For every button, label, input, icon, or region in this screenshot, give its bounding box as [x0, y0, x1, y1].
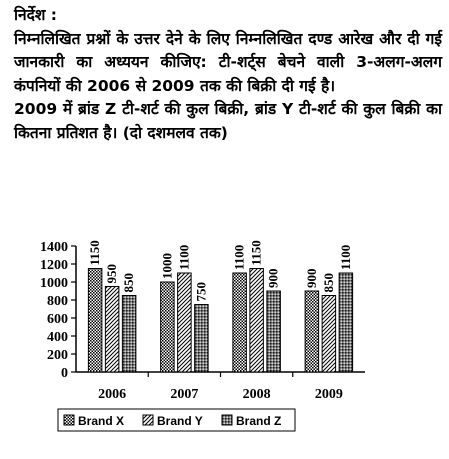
data-label: 950: [104, 264, 120, 284]
data-label: 850: [320, 273, 336, 293]
y-tick-label: 0: [61, 366, 68, 381]
x-tick-label: 2006: [98, 387, 127, 402]
data-label: 900: [303, 268, 319, 288]
bar: [122, 296, 136, 373]
bar: [267, 291, 281, 372]
legend-label: Brand Y: [157, 414, 203, 428]
bar: [178, 273, 192, 372]
legend-swatch: [222, 415, 232, 425]
data-label: 900: [265, 268, 281, 288]
bar: [322, 296, 336, 373]
y-tick-label: 400: [47, 330, 68, 345]
data-label: 1150: [87, 240, 103, 266]
question-prompt: 2009 में ब्रांड Z टी-शर्ट की कुल बिक्री, ब्रांड Y टी-शर्ट की कुल बिक्री का कितना प्रतिशत है। (दो दशमलव तक): [14, 100, 442, 142]
data-label: 1100: [176, 244, 192, 270]
y-tick-label: 800: [47, 294, 68, 309]
data-label: 850: [121, 273, 137, 293]
bar: [88, 269, 102, 373]
x-tick-label: 2007: [170, 387, 199, 402]
data-label: 1100: [337, 244, 353, 270]
data-label: 1150: [248, 240, 264, 266]
legend-label: Brand Z: [236, 414, 282, 428]
bar: [305, 291, 319, 372]
data-label: 750: [193, 282, 209, 302]
bar-chart: [0, 226, 449, 459]
chart-layer: [40, 240, 365, 431]
question-instruction: निम्नलिखित प्रश्नों के उत्तर देने के लिए निम्नलिखित दण्ड आरेख और दी गई जानकारी का अध्ययन कीजिए: टी-शर्ट्स बेचने वाली 3-अलग-अलग कंपनियों की 2006 से 2009 तक की बिक्री दी गई है।: [14, 29, 442, 95]
y-tick-label: 1200: [40, 258, 68, 273]
legend-label: Brand X: [78, 414, 125, 428]
data-label: 1000: [159, 253, 175, 279]
legend-swatch: [64, 415, 74, 425]
y-tick-label: 1400: [40, 240, 68, 255]
bar: [195, 305, 209, 373]
y-tick-label: 600: [47, 312, 68, 327]
bar: [161, 282, 175, 372]
bar: [105, 287, 119, 373]
bar: [339, 273, 353, 372]
y-tick-label: 1000: [40, 276, 68, 291]
y-tick-label: 200: [47, 348, 68, 363]
x-tick-label: 2008: [242, 387, 271, 402]
bar: [233, 273, 247, 372]
legend-swatch: [143, 415, 153, 425]
x-tick-label: 2009: [314, 387, 343, 402]
question-heading: निर्देश :: [14, 6, 57, 24]
bar: [250, 269, 264, 373]
question-block: [14, 4, 442, 145]
data-label: 1100: [231, 244, 247, 270]
